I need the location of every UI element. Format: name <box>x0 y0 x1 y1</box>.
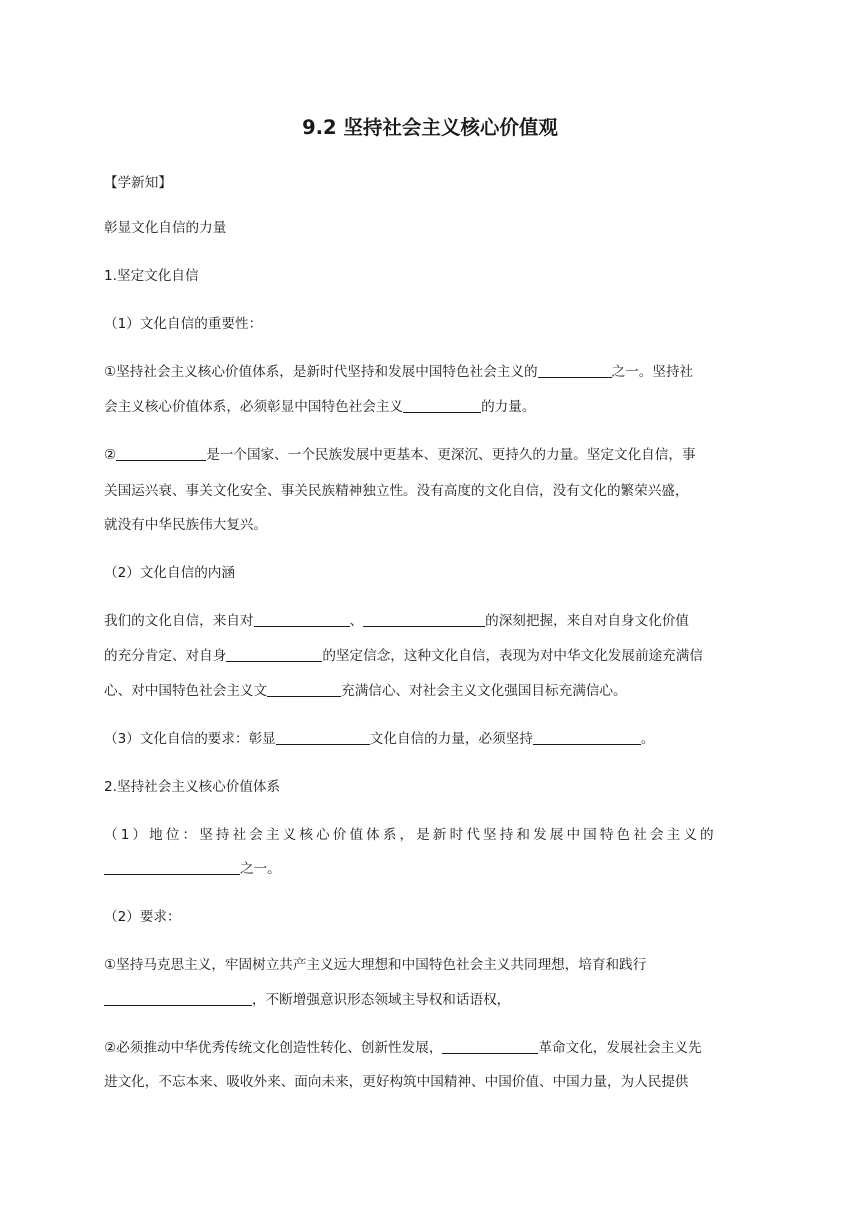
subheading-requirements: （2）要求： <box>104 909 181 925</box>
paragraph-1-line-2: 会主义核心价值体系，必须彰显中国特色社会主义 的力量。 <box>104 392 756 422</box>
paragraph-6-line-1: ②必须推动中华优秀传统文化创造性转化、创新性发展， 革命文化，发展社会主义先 <box>104 1033 756 1063</box>
fill-blank[interactable] <box>442 1037 538 1054</box>
fill-blank[interactable] <box>538 361 612 378</box>
fill-blank[interactable] <box>226 645 322 662</box>
subheading-importance: （1）文化自信的重要性： <box>104 316 263 332</box>
paragraph-3-line-1: 我们的文化自信，来自对 、 的深刻把握，来自对自身文化价值 <box>104 606 756 636</box>
subheading-connotation: （2）文化自信的内涵 <box>104 565 235 581</box>
fill-blank[interactable] <box>104 858 240 875</box>
fill-blank[interactable] <box>267 680 341 697</box>
paragraph-3-line-3: 心、对中国特色社会主义文 充满信心、对社会主义文化强国目标充满信心。 <box>104 676 756 706</box>
paragraph-4-line-2: 之一。 <box>104 854 756 884</box>
paragraph-6-line-2: 进文化，不忘本来、吸收外来、面向未来，更好构筑中国精神、中国价值、中国力量，为人民提供 <box>104 1074 689 1090</box>
fill-blank[interactable] <box>276 728 370 745</box>
fill-blank[interactable] <box>104 989 252 1006</box>
fill-blank[interactable] <box>363 610 485 627</box>
paragraph-4-line-1: （1）地位：坚持社会主义核心价值体系，是新时代坚持和发展中国特色社会主义的 <box>104 827 717 843</box>
section-label: 【学新知】 <box>104 175 172 191</box>
topic-heading: 彰显文化自信的力量 <box>104 220 227 236</box>
fill-blank[interactable] <box>254 610 350 627</box>
fill-blank[interactable] <box>403 396 481 413</box>
paragraph-5-line-2: ，不断增强意识形态领域主导权和话语权， <box>104 985 756 1015</box>
subheading-requirement: （3）文化自信的要求：彰显 文化自信的力量，必须坚持 。 <box>104 724 756 754</box>
document-title: 9.2 坚持社会主义核心价值观 <box>302 116 558 139</box>
fill-blank[interactable] <box>116 444 206 461</box>
heading-2: 2.坚持社会主义核心价值体系 <box>104 779 281 795</box>
paragraph-3-line-2: 的充分肯定、对自身 的坚定信念，这种文化自信，表现为对中华文化发展前途充满信 <box>104 641 756 671</box>
paragraph-2-line-1: ② 是一个国家、一个民族发展中更基本、更深沉、更持久的力量。坚定文化自信，事 <box>104 440 756 470</box>
paragraph-2-line-3: 就没有中华民族伟大复兴。 <box>104 517 268 533</box>
fill-blank[interactable] <box>533 728 641 745</box>
paragraph-1-line-1: ①坚持社会主义核心价值体系，是新时代坚持和发展中国特色社会主义的 之一。坚持社 <box>104 357 756 387</box>
paragraph-2-line-2: 关国运兴衰、事关文化安全、事关民族精神独立性。没有高度的文化自信，没有文化的繁荣兴盛， <box>104 483 689 499</box>
paragraph-5-line-1: ①坚持马克思主义，牢固树立共产主义远大理想和中国特色社会主义共同理想，培育和践行 <box>104 957 647 973</box>
heading-1: 1.坚定文化自信 <box>104 268 199 284</box>
